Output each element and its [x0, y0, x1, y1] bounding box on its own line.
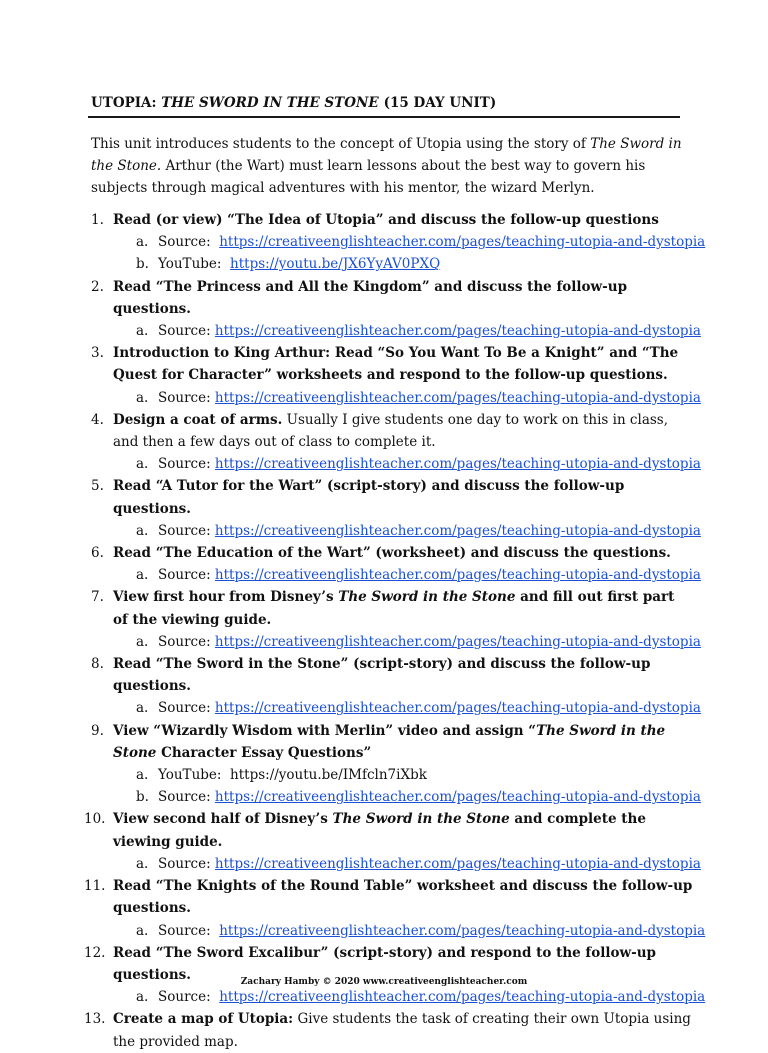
- sub-item-letter: a.: [136, 323, 149, 340]
- sub-item: [0, 631, 718, 653]
- resource-link[interactable]: https://creativeenglishteacher.com/pages/teaching-utopia-and-dystopia: [214, 567, 701, 584]
- unit-list: [0, 209, 768, 1053]
- item-heading-continued: and fill out first part of the viewing guide.: [113, 589, 675, 628]
- item-number: 12.: [84, 944, 106, 961]
- item-number: 8.: [91, 656, 104, 673]
- sub-item-letter: a.: [136, 767, 149, 784]
- item-heading: Read “The Sword Excalibur” (script-story) and respond to the follow-up questions.: [113, 944, 656, 983]
- resource-link[interactable]: https://youtu.be/JX6YyAV0PXQ: [230, 256, 441, 273]
- resource-link[interactable]: https://creativeenglishteacher.com/pages/teaching-utopia-and-dystopia: [219, 989, 706, 1006]
- item-italic-title: The Sword in the Stone: [332, 811, 510, 828]
- item-description: Give students the task of creating their own Utopia using the provided map.: [113, 1011, 691, 1050]
- sub-item-letter: a.: [136, 389, 149, 406]
- sub-item: [0, 564, 718, 586]
- item-heading: Design a coat of arms.: [113, 411, 283, 428]
- item-heading: Read “The Sword in the Stone” (script-story) and discuss the follow-up questions.: [113, 656, 651, 695]
- item-heading: Read “The Knights of the Round Table” worksheet and discuss the follow-up questions.: [113, 878, 693, 917]
- item-heading: View “Wizardly Wisdom with Merlin” video and assign “: [113, 722, 537, 739]
- item-number: 3.: [91, 345, 104, 362]
- sub-item-label: Source:: [158, 922, 220, 939]
- item-heading: Introduction to King Arthur: Read “So You Want To Be a Knight” and “The Quest for Character” worksheets and respond to the follow-up questions.: [113, 345, 679, 384]
- item-heading-continued: and complete the viewing guide.: [113, 811, 646, 850]
- item-heading: View first hour from Disney’s: [113, 589, 339, 606]
- sub-item: [0, 764, 718, 786]
- list-item: [0, 875, 693, 919]
- sub-item-label: Source:: [158, 323, 215, 340]
- title-prefix: UTOPIA:: [91, 95, 162, 111]
- intro-paragraph: [91, 133, 691, 200]
- resource-link[interactable]: https://creativeenglishteacher.com/pages/teaching-utopia-and-dystopia: [214, 855, 701, 872]
- sub-item-label: Source:: [158, 700, 215, 717]
- sub-item-label: YouTube:: [158, 256, 231, 273]
- list-item: [0, 542, 693, 564]
- resource-link[interactable]: https://creativeenglishteacher.com/pages/teaching-utopia-and-dystopia: [214, 522, 701, 539]
- list-item: [0, 720, 693, 764]
- sub-item: [0, 520, 718, 542]
- sub-item-label: Source:: [158, 522, 215, 539]
- item-number: 2.: [91, 278, 104, 295]
- sub-item: [0, 453, 718, 475]
- item-number: 13.: [84, 1011, 106, 1028]
- sub-item-letter: a.: [136, 700, 149, 717]
- sub-item-label: Source:: [158, 989, 220, 1006]
- list-item: [0, 808, 693, 852]
- page-title: [91, 94, 681, 112]
- resource-link[interactable]: https://creativeenglishteacher.com/pages/teaching-utopia-and-dystopia: [219, 922, 706, 939]
- sub-item-label: Source:: [158, 456, 215, 473]
- item-number: 6.: [91, 545, 104, 562]
- item-number: 10.: [84, 811, 106, 828]
- sub-item-letter: a.: [136, 234, 149, 251]
- list-item: [0, 276, 693, 320]
- item-number: 4.: [91, 411, 104, 428]
- resource-link[interactable]: https://creativeenglishteacher.com/pages/teaching-utopia-and-dystopia: [214, 789, 701, 806]
- resource-link[interactable]: https://creativeenglishteacher.com/pages/teaching-utopia-and-dystopia: [214, 700, 701, 717]
- item-italic-title: The Sword in the Stone: [338, 589, 516, 606]
- item-number: 11.: [84, 878, 106, 895]
- item-number: 1.: [91, 212, 104, 228]
- list-item: [0, 209, 693, 231]
- list-item: [0, 475, 693, 519]
- sub-item-letter: b.: [136, 789, 149, 806]
- resource-link[interactable]: https://creativeenglishteacher.com/pages/teaching-utopia-and-dystopia: [219, 234, 706, 251]
- item-heading: Create a map of Utopia:: [113, 1011, 294, 1028]
- sub-item-letter: a.: [136, 633, 149, 650]
- title-book: THE SWORD IN THE STONE: [161, 95, 379, 111]
- item-description: Usually I give students one day to work on this in class, and then a few days out of class to complete it.: [113, 411, 669, 451]
- sub-item-letter: a.: [136, 922, 149, 939]
- resource-link[interactable]: https://creativeenglishteacher.com/pages/teaching-utopia-and-dystopia: [214, 389, 701, 406]
- resource-link[interactable]: https://creativeenglishteacher.com/pages/teaching-utopia-and-dystopia: [214, 456, 701, 473]
- sub-item-label: Source:: [158, 633, 215, 650]
- item-italic-title: The Sword in the Stone: [113, 722, 666, 761]
- sub-item: [0, 986, 718, 1008]
- list-item: [0, 653, 693, 697]
- sub-item: [0, 920, 718, 942]
- item-heading-continued: Character Essay Questions”: [156, 744, 372, 761]
- sub-item-label: Source:: [158, 389, 215, 406]
- sub-item-letter: a.: [136, 522, 149, 539]
- sub-item-label: Source:: [158, 855, 215, 872]
- sub-item-letter: a.: [136, 855, 149, 872]
- intro-book-title: The Sword in the Stone.: [91, 136, 682, 175]
- sub-item-label: Source:: [158, 789, 215, 806]
- sub-item-label: YouTube:: [158, 767, 231, 784]
- item-heading: Read “A Tutor for the Wart” (script-story) and discuss the follow-up questions.: [113, 478, 625, 517]
- sub-item-letter: a.: [136, 456, 149, 473]
- item-heading: Read “The Princess and All the Kingdom” and discuss the follow-up questions.: [113, 278, 628, 317]
- sub-item-letter: a.: [136, 989, 149, 1006]
- item-number: 7.: [91, 589, 104, 606]
- title-rule: [88, 116, 680, 118]
- sub-item-label: Source:: [158, 234, 220, 251]
- title-suffix: (15 DAY UNIT): [383, 95, 497, 111]
- intro-text: This unit introduces students to the concept of Utopia using the story of: [91, 136, 591, 152]
- sub-item: [0, 231, 718, 253]
- sub-item: [0, 853, 718, 875]
- list-item: [0, 1008, 693, 1052]
- sub-item: [0, 253, 718, 275]
- item-heading: Read (or view) “The Idea of Utopia” and discuss the follow-up questions: [113, 212, 659, 228]
- item-heading: View second half of Disney’s: [113, 811, 333, 828]
- item-number: 5.: [91, 478, 104, 495]
- list-item: [0, 586, 693, 630]
- resource-link[interactable]: https://creativeenglishteacher.com/pages/teaching-utopia-and-dystopia: [214, 633, 701, 650]
- sub-item: [0, 786, 718, 808]
- sub-item: [0, 320, 718, 342]
- intro-text-continued: Arthur (the Wart) must learn lessons about the best way to govern his subjects through magical adventures with his mentor, the wizard Merlyn.: [91, 158, 646, 197]
- sub-item: [0, 387, 718, 409]
- resource-link[interactable]: https://creativeenglishteacher.com/pages/teaching-utopia-and-dystopia: [214, 323, 701, 340]
- list-item: [0, 409, 693, 453]
- list-item: [0, 342, 693, 386]
- sub-item: [0, 697, 718, 719]
- resource-url-text: https://youtu.be/IMfcln7iXbk: [230, 767, 427, 784]
- sub-item-label: Source:: [158, 567, 215, 584]
- item-heading: Read “The Education of the Wart” (worksheet) and discuss the questions.: [113, 545, 671, 562]
- footer-copyright: Zachary Hamby © 2020 www.creativeenglishteacher.com: [240, 977, 528, 987]
- sub-item-letter: b.: [136, 256, 149, 273]
- item-number: 9.: [91, 722, 104, 739]
- sub-item-letter: a.: [136, 567, 149, 584]
